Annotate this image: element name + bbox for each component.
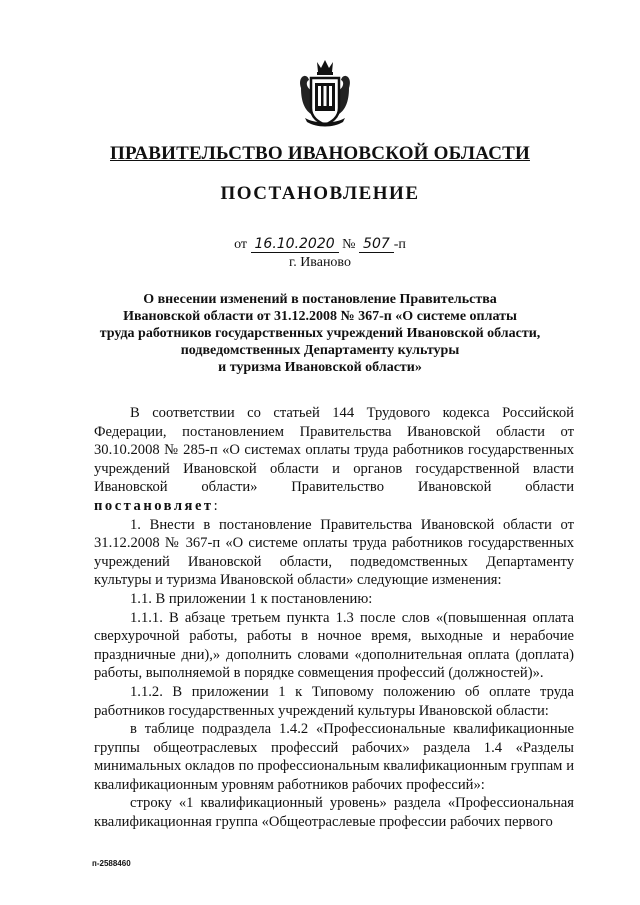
date-number-line: [0, 236, 640, 253]
preamble-text: В соответствии со статьей 144 Трудового кодекса Российской Федерации, постановлением Правительства Ивановской области от 30.10.2008 № 285-п «О системах оплаты труда работников государственных учреждений Ивановской области и органов государственной власти Ивановской области» Правительство Ивановской области: [94, 405, 574, 496]
document-subject: [70, 291, 570, 376]
document-body: [94, 404, 574, 832]
date-prefix: от: [234, 237, 247, 252]
subject-line: подведомственных Департаменту культуры: [180, 343, 460, 358]
document-number: 507: [359, 236, 394, 253]
document-type: ПОСТАНОВЛЕНИЕ: [220, 183, 420, 204]
city-name: г. Иваново: [289, 255, 351, 270]
body-paragraph: строку «1 квалификационный уровень» раздела «Профессиональная квалификационная группа «Общеотраслевые профессии рабочих первого: [94, 795, 574, 831]
body-paragraph: 1.1.1. В абзаце третьем пункта 1.3 после слов «(повышенная оплата сверхурочной работы, работы в ночное время, выходные и нерабочие праздничные дни),» дополнить словами «дополнительная оплата (доплата) работы, выполняемой в порядке совмещения профессий (должностей)».: [94, 609, 574, 682]
coat-of-arms-icon: [295, 58, 355, 130]
subject-line: О внесении изменений в постановление Правительства: [143, 292, 497, 307]
document-date: 16.10.2020: [251, 236, 339, 253]
preamble-end: :: [213, 497, 218, 514]
subject-line: Ивановской области от 31.12.2008 № 367-п «О системе оплаты: [123, 309, 517, 324]
document-code: п-2588460: [92, 859, 131, 868]
subject-line: труда работников государственных учреждений Ивановской области,: [99, 326, 541, 341]
resolves-word: постановляет: [94, 497, 214, 514]
body-paragraph: 1.1.2. В приложении 1 к Типовому положению об оплате труда работников государственных учреждений культуры Ивановской области:: [94, 683, 574, 719]
body-paragraph: [94, 404, 574, 516]
body-paragraph: в таблице подраздела 1.4.2 «Профессиональные квалификационные группы общеотраслевых профессий рабочих» раздела 1.4 «Разделы минимальных окладов по профессиональным квалификационным группам и квалификационным уровням работников рабочих профессий»:: [94, 721, 574, 793]
body-paragraph: 1.1. В приложении 1 к постановлению:: [130, 590, 373, 607]
body-paragraph: 1. Внести в постановление Правительства Ивановской области от 31.12.2008 № 367-п «О системе оплаты труда работников государственных учреждений Ивановской области, подведомственных Департаменту культуры и туризма Ивановской области» следующие изменения:: [94, 516, 574, 589]
subject-line: и туризма Ивановской области»: [218, 360, 422, 375]
government-title: ПРАВИТЕЛЬСТВО ИВАНОВСКОЙ ОБЛАСТИ: [110, 143, 530, 164]
number-prefix: №: [342, 237, 356, 252]
number-suffix: -п: [393, 237, 406, 252]
